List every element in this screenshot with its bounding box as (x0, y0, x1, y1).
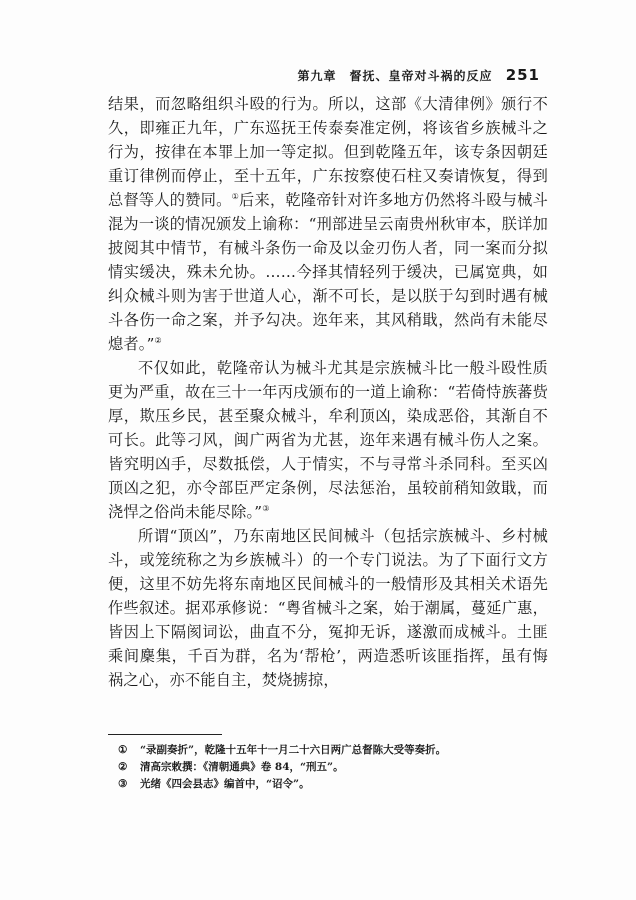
main-text (108, 92, 548, 692)
footnote-divider (108, 734, 222, 735)
footnote-2 (118, 759, 548, 776)
paragraph-3 (108, 524, 548, 692)
paragraph-1 (108, 92, 548, 356)
footnote-ref-3: ③ (262, 503, 270, 513)
paragraph-3-text: 所谓“顶凶”，乃东南地区民间械斗（包括宗族械斗、乡村械斗，或笼统称之为乡族械斗）的一个专门说法。为了下面行文方便，这里不妨先将东南地区民间械斗的一般情形及其相关术语先作些叙述。据邓承修说：“粤省械斗之案，始于潮属，蔓延广惠，皆因上下隔阂词讼，曲直不分，冤抑无诉，遂激而成械斗。土匪乘间麇集，千百为群，名为‘帮枪’，两造悉听该匪指挥，虽有悔祸之心，亦不能自主，焚烧掳掠， (108, 527, 548, 689)
footnote-mark: ② (118, 761, 128, 773)
footnote-ref-2: ② (154, 335, 162, 345)
footnote-text: 清高宗敕撰：《清朝通典》卷 84，“刑五”。 (140, 761, 344, 773)
paragraph-1-part-a: 结果，而忽略组织斗殴的行为。所以，这部《大清律例》颁行不久，即雍正九年，广东巡抚王传泰奏准定例，将该省乡族械斗之行为，按律在本罪上加一等定拟。但到乾隆五年，该专条因朝廷重订律例而停止，至十五年，广东按察使石柱又奏请恢复，得到总督等人的赞同。 (108, 95, 548, 209)
chapter-title: 第九章 督抚、皇帝对斗祸的反应 (297, 69, 493, 83)
footnote-mark: ③ (118, 778, 128, 790)
footnote-3 (118, 776, 548, 793)
footnote-mark: ① (118, 744, 128, 756)
paragraph-2-text: 不仅如此，乾隆帝认为械斗尤其是宗族械斗比一般斗殴性质更为严重，故在三十一年丙戌颁布的一道上谕称：“若倚恃族蕃赀厚，欺压乡民，甚至聚众械斗，牟利顶凶，染成恶俗，其渐自不可长。此等刁风，闽广两省为尤甚，迩年来遇有械斗伤人之案。皆究明凶手，尽数抵偿，人于情实，不与寻常斗杀同科。至买凶顶凶之犯，亦令部臣严定条例，尽法惩治，虽较前稍知敛戢，而浇悍之俗尚未能尽除。” (108, 359, 548, 521)
page-number: 251 (505, 66, 540, 84)
paragraph-1-part-b: 后来，乾隆帝针对许多地方仍然将斗殴与械斗混为一谈的情况颁发上谕称：“刑部进呈云南贵州秋审本，朕详加披阅其中情节，有械斗条伤一命及以金刃伤人者，同一案而分拟情实缓决，殊未允协。……今择其情轻列于缓决，已属宽典，如纠众械斗则为害于世道人心，渐不可长，是以朕于勾到时遇有械斗各伤一命之案，并予勾决。迩年来，其风稍戢，然尚有未能尽熄者。” (108, 191, 548, 353)
paragraph-2 (108, 356, 548, 524)
footnotes (118, 742, 548, 793)
footnote-ref-1: ① (231, 191, 240, 201)
running-header (297, 66, 540, 84)
footnote-text: 光绪《四会县志》编首中，“诏令”。 (140, 778, 310, 790)
footnote-1 (118, 742, 548, 759)
footnote-text: “录副奏折”，乾隆十五年十一月二十六日两广总督陈大受等奏折。 (140, 744, 447, 756)
